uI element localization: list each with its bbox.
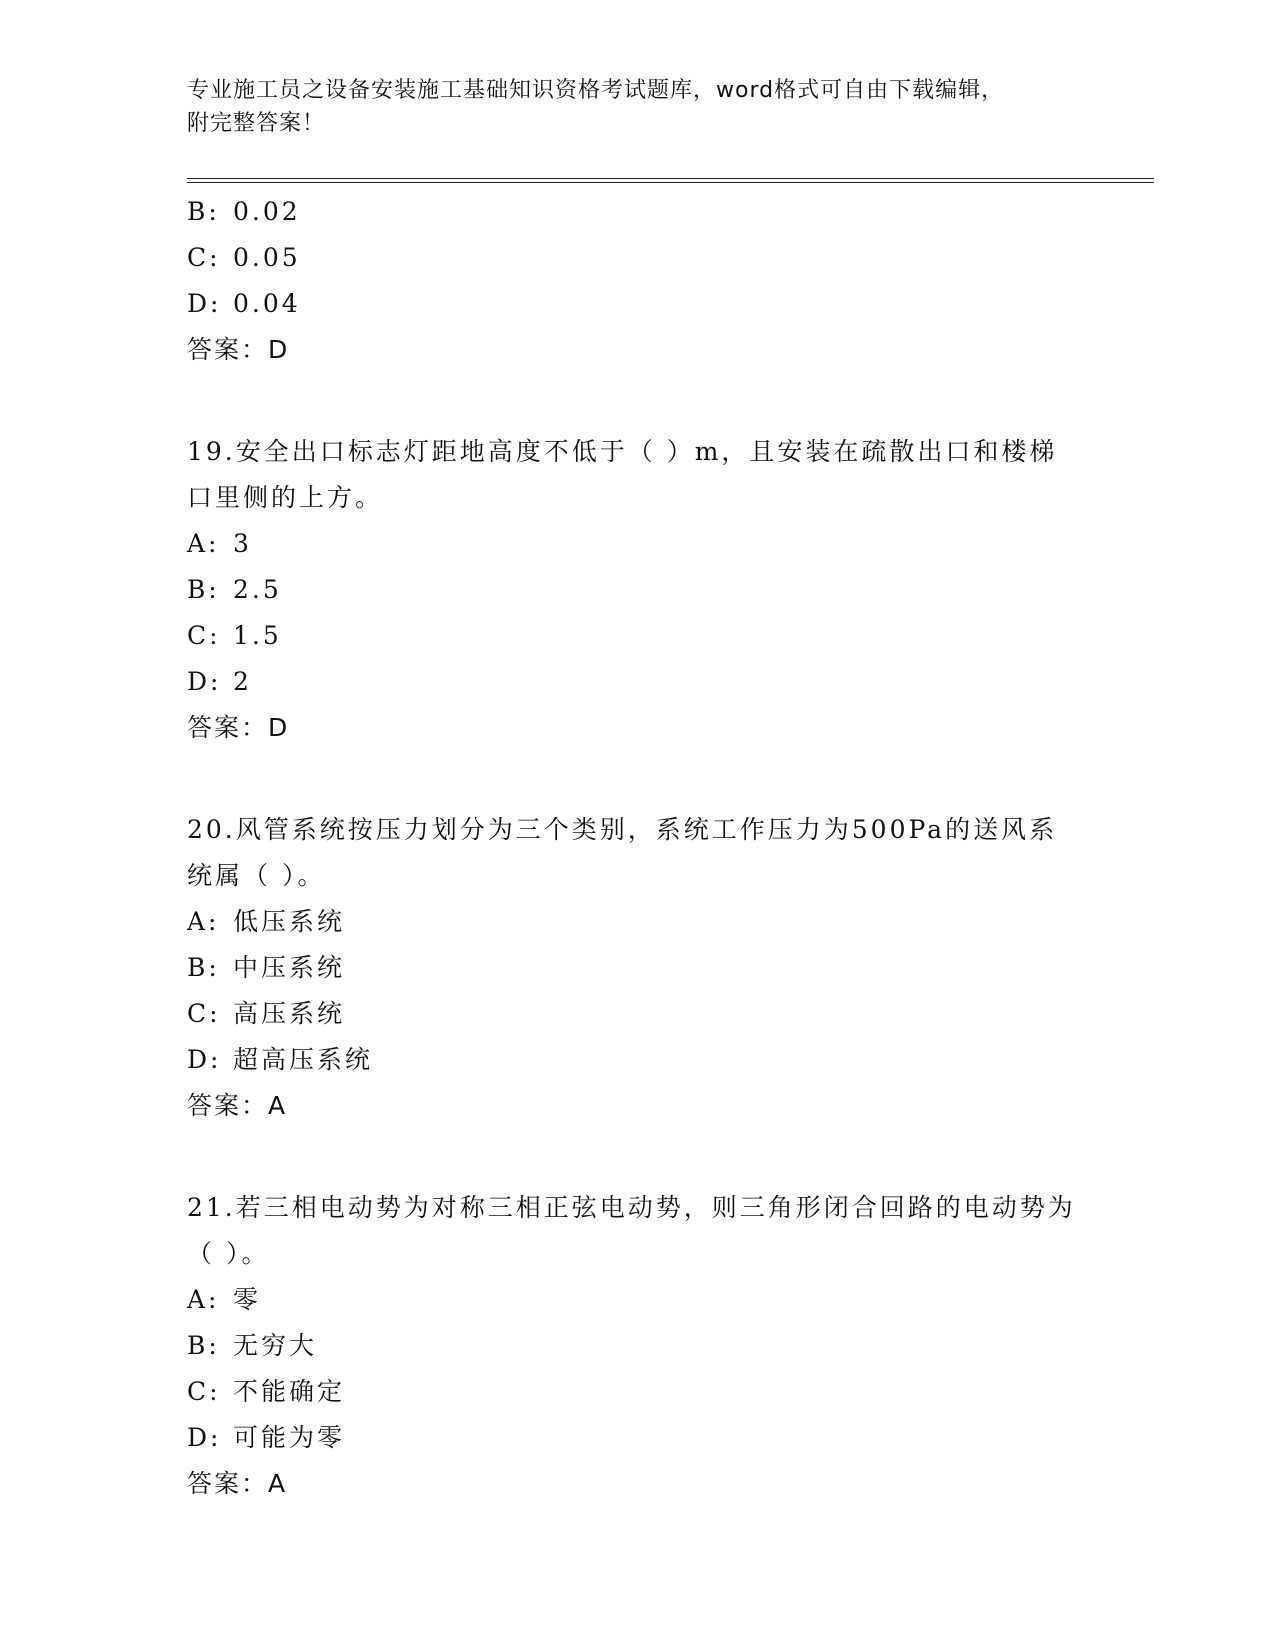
- option-letter: B:: [187, 575, 220, 604]
- question-21: [187, 1185, 1087, 1507]
- option-b: [187, 567, 1087, 613]
- option-a: [187, 521, 1087, 567]
- document-body: [187, 189, 1087, 1507]
- previous-question-tail: [187, 189, 1087, 373]
- option-letter: C:: [187, 999, 221, 1028]
- option-text: 高压系统: [233, 999, 346, 1028]
- option-d: [187, 659, 1087, 705]
- header-line-1: 专业施工员之设备安装施工基础知识资格考试题库，word格式可自由下载编辑，: [187, 78, 1005, 103]
- option-b: [187, 1323, 1087, 1369]
- option-d: [187, 1037, 1087, 1083]
- option-letter: C:: [187, 621, 221, 650]
- option-b: [187, 189, 1087, 235]
- option-letter: C:: [187, 243, 221, 272]
- option-text: 不能确定: [233, 1377, 346, 1406]
- option-a: [187, 899, 1087, 945]
- answer-line: 答案：A: [187, 1469, 288, 1498]
- option-letter: A:: [187, 1285, 220, 1314]
- page-header: [187, 74, 1087, 140]
- option-c: [187, 235, 1087, 281]
- option-letter: B:: [187, 1331, 220, 1360]
- option-c: [187, 991, 1087, 1037]
- option-text: 超高压系统: [233, 1045, 374, 1074]
- option-letter: A:: [187, 529, 220, 558]
- option-text: 可能为零: [233, 1423, 346, 1452]
- answer-line: 答案：A: [187, 1091, 288, 1120]
- option-letter: B:: [187, 953, 220, 982]
- option-text: 低压系统: [233, 907, 346, 936]
- option-c: [187, 1369, 1087, 1415]
- header-line-2: 附完整答案！: [187, 111, 326, 136]
- question-text: 21.若三相电动势为对称三相正弦电动势，则三角形闭合回路的电动势为（ ）。: [187, 1193, 1076, 1268]
- option-letter: A:: [187, 907, 220, 936]
- option-letter: D:: [187, 1045, 222, 1074]
- question-text: 20.风管系统按压力划分为三个类别，系统工作压力为500Pa的送风系统属（ ）。: [187, 815, 1058, 890]
- option-c: [187, 613, 1087, 659]
- option-text: 无穷大: [233, 1331, 318, 1360]
- option-text: 1.5: [233, 621, 282, 650]
- option-d: [187, 281, 1087, 327]
- option-letter: D:: [187, 289, 222, 318]
- answer-line: 答案：D: [187, 335, 290, 364]
- option-letter: D:: [187, 667, 222, 696]
- option-letter: D:: [187, 1423, 222, 1452]
- option-text: 0.02: [233, 197, 301, 226]
- option-text: 2: [233, 667, 252, 696]
- option-text: 0.04: [233, 289, 301, 318]
- option-a: [187, 1277, 1087, 1323]
- question-19: [187, 429, 1087, 751]
- option-text: 3: [233, 529, 252, 558]
- option-text: 2.5: [233, 575, 282, 604]
- option-text: 0.05: [233, 243, 301, 272]
- question-text: 19.安全出口标志灯距地高度不低于（ ）m，且安装在疏散出口和楼梯口里侧的上方。: [187, 437, 1058, 512]
- question-20: [187, 807, 1087, 1129]
- option-text: 中压系统: [233, 953, 346, 982]
- option-letter: B:: [187, 197, 220, 226]
- option-b: [187, 945, 1087, 991]
- header-divider: [187, 178, 1154, 183]
- option-text: 零: [233, 1285, 262, 1314]
- answer-line: 答案：D: [187, 713, 290, 742]
- option-letter: C:: [187, 1377, 221, 1406]
- option-d: [187, 1415, 1087, 1461]
